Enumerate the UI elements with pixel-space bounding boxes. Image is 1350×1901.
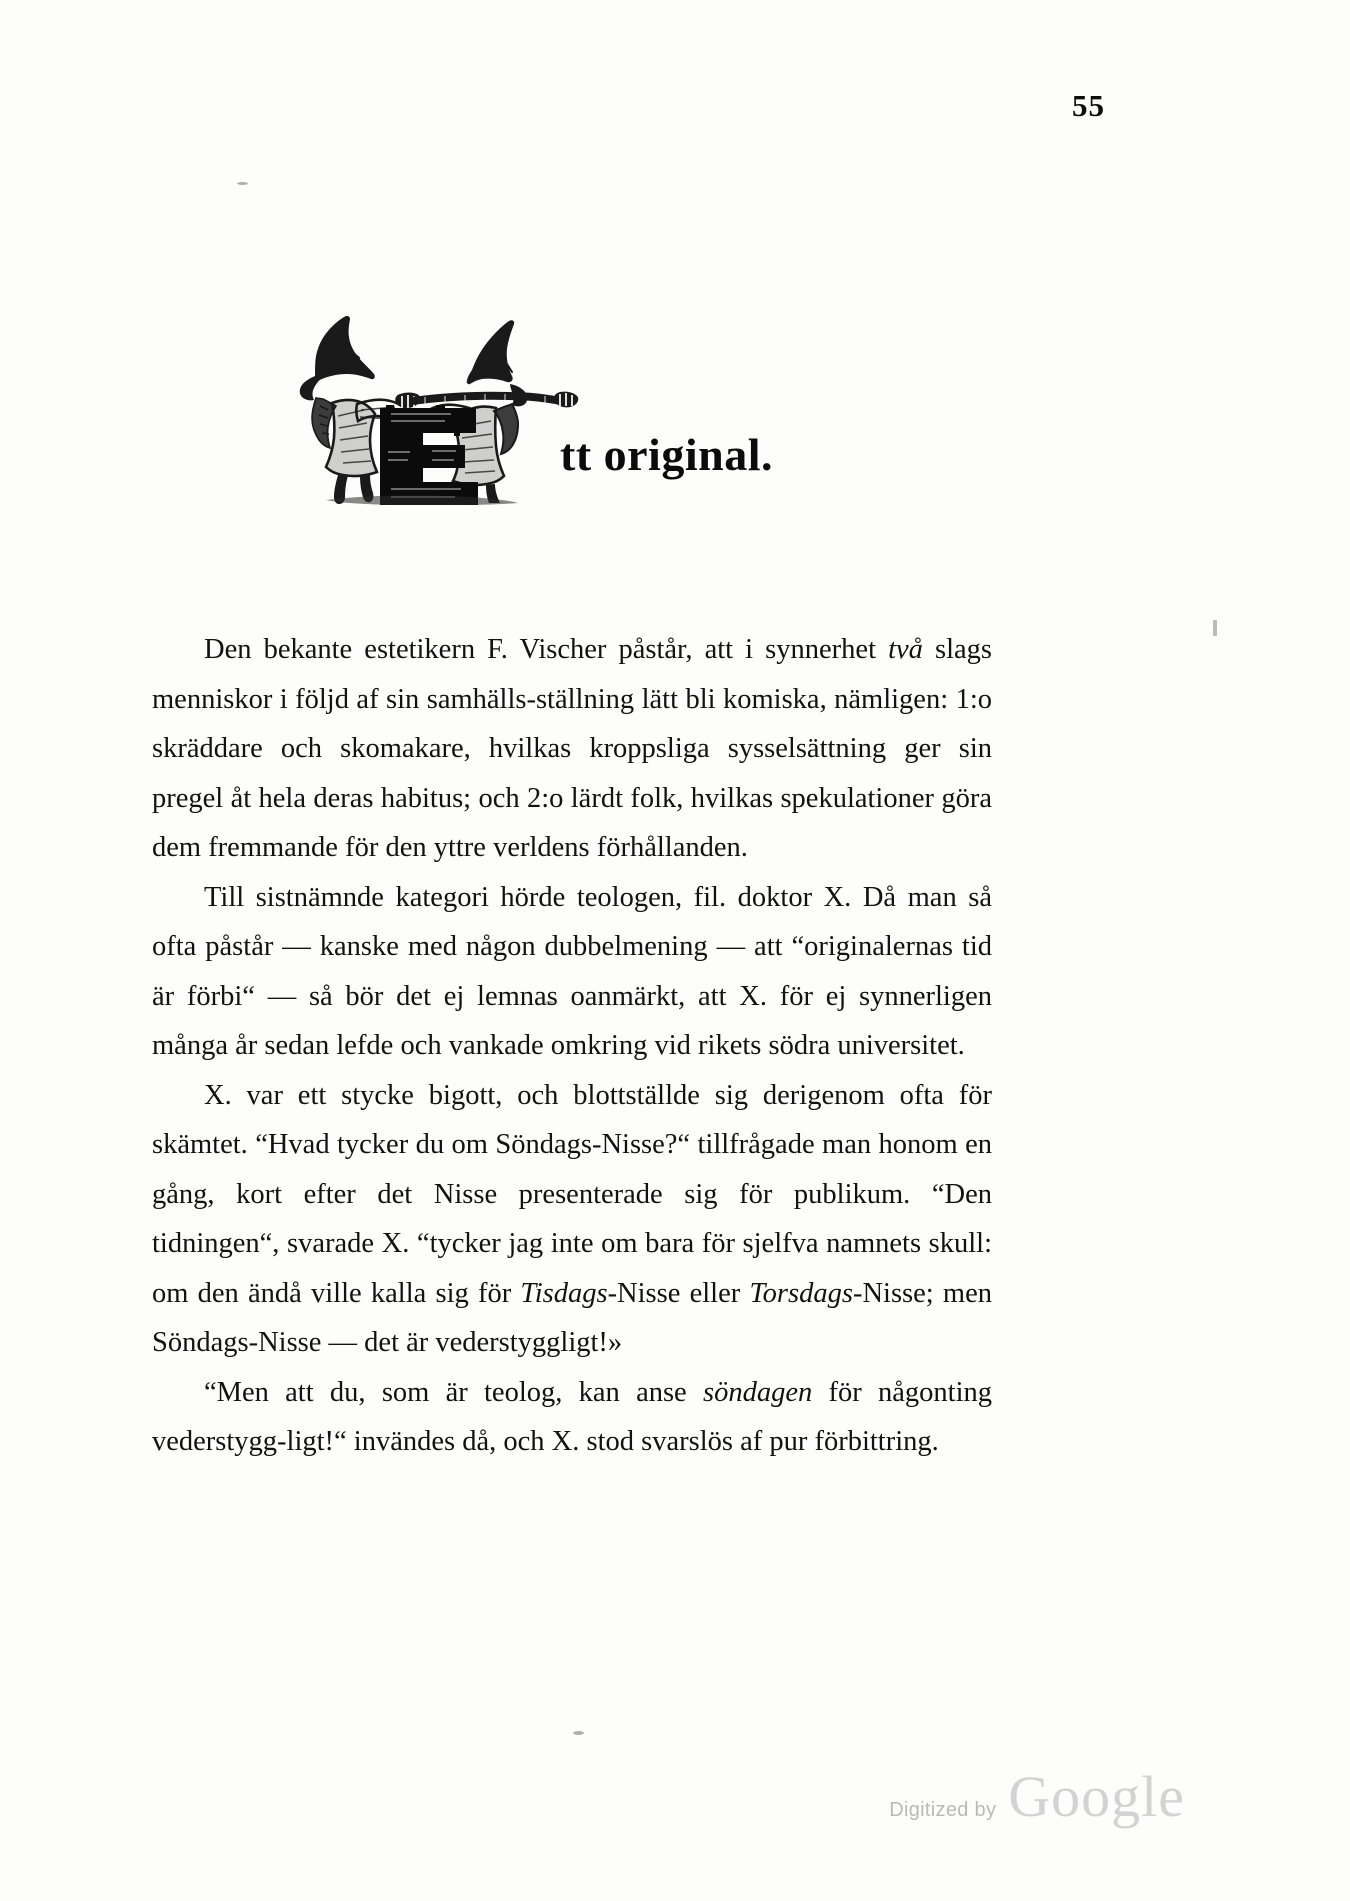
text-run: för någonting vederstygg-ligt!“ invändes då, och X. stod svarslös af pur förbittring. bbox=[152, 1376, 992, 1457]
body-text bbox=[152, 625, 992, 1467]
scan-speck bbox=[237, 182, 248, 185]
page-number: 55 bbox=[1072, 88, 1105, 123]
emphasized-text: Torsdags bbox=[749, 1277, 853, 1309]
emphasized-text: två bbox=[888, 634, 923, 665]
scan-speck bbox=[1213, 620, 1217, 636]
two-gnomes-carrying-pole-woodcut bbox=[260, 300, 590, 505]
digitized-by-watermark bbox=[889, 1764, 1185, 1829]
text-run: Den bekante estetikern F. Vischer påstår, att i synnerhet bbox=[204, 634, 889, 665]
chapter-title: tt original. bbox=[560, 429, 773, 480]
text-run: “Men att du, som är teolog, kan anse bbox=[204, 1376, 703, 1408]
text-run: Till sistnämnde kategori hörde teologen, fil. doktor X. Då man så ofta påstår — kanske med någon dubbelmening — att “originalernas tid är förbi“ — så bör det ej lemnas oanmärkt, att X. för ej synnerligen många år sedan lefde och vankade omkring vid rikets södra universitet. bbox=[152, 881, 992, 1061]
watermark-label: Digitized by bbox=[889, 1799, 997, 1821]
scan-speck bbox=[573, 1731, 584, 1735]
text-run: -Nisse eller bbox=[607, 1277, 750, 1309]
headpiece bbox=[150, 300, 1110, 600]
paragraph bbox=[152, 625, 992, 873]
text-run: X. var ett stycke bigott, och blottställde sig derigenom ofta för skämtet. “Hvad tycker du om Söndags-Nisse?“ tillfrågade man honom en gång, kort efter det Nisse presenterade sig för publikum. “Den tidningen“, svarade X. “tycker jag inte om bara för sjelfva namnets skull: om den ändå ville kalla sig för bbox=[152, 1079, 992, 1309]
paragraph bbox=[152, 1368, 992, 1467]
paragraph bbox=[152, 873, 992, 1071]
google-logo-text: Google bbox=[1008, 1764, 1185, 1829]
emphasized-text: söndagen bbox=[702, 1376, 813, 1408]
text-run: -Nisse; men Söndags-Nisse — det är vederstyggligt!» bbox=[152, 1277, 992, 1358]
emphasized-text: Tisdags bbox=[520, 1277, 608, 1309]
paragraph bbox=[152, 1071, 992, 1368]
text-run: slags menniskor i följd af sin samhälls-ställning lätt bli komiska, nämligen: 1:o skräddare och skomakare, hvilkas kroppsliga sysselsättning ger sin pregel åt hela deras habitus; och 2:o lärdt folk, hvilkas spekulationer göra dem fremmande för den yttre verldens förhållanden. bbox=[152, 634, 993, 863]
